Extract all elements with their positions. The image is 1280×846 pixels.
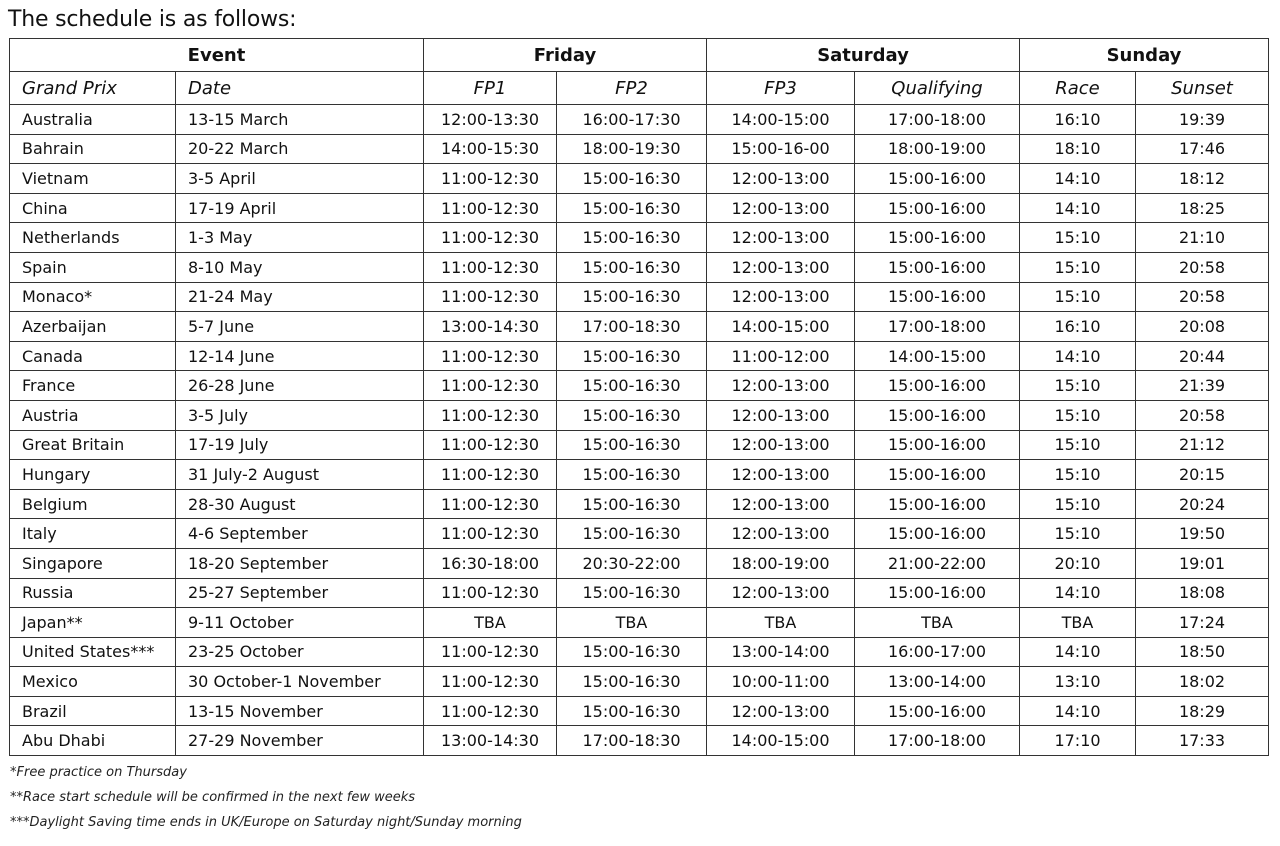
cell-fp3: 12:00-13:00 <box>707 578 855 608</box>
cell-fp2: 15:00-16:30 <box>557 371 707 401</box>
footnote-race-start-tba: **Race start schedule will be confirmed in the next few weeks <box>10 790 416 805</box>
cell-date: 5-7 June <box>176 312 424 342</box>
cell-race: 15:10 <box>1020 282 1136 312</box>
cell-fp2: 15:00-16:30 <box>557 489 707 519</box>
cell-sunset: 20:58 <box>1136 252 1269 282</box>
table-row <box>10 519 1269 549</box>
cell-fp2: 15:00-16:30 <box>557 282 707 312</box>
cell-fp3: 12:00-13:00 <box>707 460 855 490</box>
table-row <box>10 223 1269 253</box>
cell-qualifying: 15:00-16:00 <box>855 282 1020 312</box>
cell-sunset: 17:46 <box>1136 134 1269 164</box>
cell-sunset: 20:08 <box>1136 312 1269 342</box>
cell-qualifying: 15:00-16:00 <box>855 252 1020 282</box>
cell-race: 14:10 <box>1020 164 1136 194</box>
cell-fp2: 15:00-16:30 <box>557 578 707 608</box>
cell-grand-prix: Canada <box>10 341 176 371</box>
cell-sunset: 19:39 <box>1136 105 1269 135</box>
cell-date: 8-10 May <box>176 252 424 282</box>
cell-grand-prix: Australia <box>10 105 176 135</box>
cell-sunset: 17:33 <box>1136 726 1269 756</box>
column-header-fp2: FP2 <box>557 72 707 105</box>
cell-fp3: 14:00-15:00 <box>707 312 855 342</box>
cell-fp1: 11:00-12:30 <box>424 667 557 697</box>
table-row <box>10 726 1269 756</box>
group-header-event: Event <box>10 39 424 72</box>
table-row <box>10 193 1269 223</box>
cell-fp2: 15:00-16:30 <box>557 430 707 460</box>
cell-sunset: 17:24 <box>1136 608 1269 638</box>
cell-qualifying: 15:00-16:00 <box>855 519 1020 549</box>
cell-fp2: 16:00-17:30 <box>557 105 707 135</box>
cell-date: 1-3 May <box>176 223 424 253</box>
cell-race: 18:10 <box>1020 134 1136 164</box>
cell-date: 23-25 October <box>176 637 424 667</box>
cell-grand-prix: Azerbaijan <box>10 312 176 342</box>
cell-grand-prix: Netherlands <box>10 223 176 253</box>
cell-fp1: 11:00-12:30 <box>424 282 557 312</box>
table-row <box>10 134 1269 164</box>
cell-qualifying: 17:00-18:00 <box>855 312 1020 342</box>
cell-date: 3-5 April <box>176 164 424 194</box>
cell-race: 15:10 <box>1020 460 1136 490</box>
cell-fp3: TBA <box>707 608 855 638</box>
cell-grand-prix: China <box>10 193 176 223</box>
cell-qualifying: 21:00-22:00 <box>855 548 1020 578</box>
table-row <box>10 312 1269 342</box>
cell-grand-prix: Austria <box>10 400 176 430</box>
cell-race: 14:10 <box>1020 193 1136 223</box>
cell-qualifying: 15:00-16:00 <box>855 400 1020 430</box>
cell-qualifying: 15:00-16:00 <box>855 193 1020 223</box>
cell-date: 30 October-1 November <box>176 667 424 697</box>
table-row <box>10 637 1269 667</box>
cell-fp1: 11:00-12:30 <box>424 341 557 371</box>
cell-fp3: 12:00-13:00 <box>707 193 855 223</box>
table-row <box>10 489 1269 519</box>
table-row <box>10 282 1269 312</box>
cell-fp1: 13:00-14:30 <box>424 726 557 756</box>
footnotes <box>10 760 522 835</box>
cell-fp2: 15:00-16:30 <box>557 460 707 490</box>
cell-qualifying: 13:00-14:00 <box>855 667 1020 697</box>
cell-grand-prix: Hungary <box>10 460 176 490</box>
cell-fp3: 12:00-13:00 <box>707 696 855 726</box>
table-row <box>10 578 1269 608</box>
column-header-grand-prix: Grand Prix <box>10 72 176 105</box>
cell-date: 20-22 March <box>176 134 424 164</box>
cell-date: 3-5 July <box>176 400 424 430</box>
cell-grand-prix: Spain <box>10 252 176 282</box>
cell-grand-prix: Japan** <box>10 608 176 638</box>
cell-fp1: 11:00-12:30 <box>424 400 557 430</box>
table-row <box>10 430 1269 460</box>
cell-sunset: 18:29 <box>1136 696 1269 726</box>
cell-fp3: 12:00-13:00 <box>707 489 855 519</box>
cell-grand-prix: Singapore <box>10 548 176 578</box>
table-row <box>10 548 1269 578</box>
cell-sunset: 20:15 <box>1136 460 1269 490</box>
cell-qualifying: 14:00-15:00 <box>855 341 1020 371</box>
cell-sunset: 18:02 <box>1136 667 1269 697</box>
cell-race: 14:10 <box>1020 578 1136 608</box>
cell-date: 21-24 May <box>176 282 424 312</box>
cell-fp2: 15:00-16:30 <box>557 193 707 223</box>
cell-date: 13-15 November <box>176 696 424 726</box>
cell-race: 20:10 <box>1020 548 1136 578</box>
group-header-row <box>10 39 1269 72</box>
cell-sunset: 18:08 <box>1136 578 1269 608</box>
cell-sunset: 19:50 <box>1136 519 1269 549</box>
column-header-fp3: FP3 <box>707 72 855 105</box>
cell-fp3: 18:00-19:00 <box>707 548 855 578</box>
table-row <box>10 341 1269 371</box>
cell-race: 15:10 <box>1020 519 1136 549</box>
cell-fp1: 12:00-13:30 <box>424 105 557 135</box>
cell-qualifying: 15:00-16:00 <box>855 371 1020 401</box>
cell-grand-prix: France <box>10 371 176 401</box>
cell-race: 14:10 <box>1020 341 1136 371</box>
table-row <box>10 400 1269 430</box>
cell-date: 12-14 June <box>176 341 424 371</box>
cell-sunset: 20:58 <box>1136 282 1269 312</box>
column-header-qualifying: Qualifying <box>855 72 1020 105</box>
cell-grand-prix: Monaco* <box>10 282 176 312</box>
cell-fp2: 15:00-16:30 <box>557 519 707 549</box>
cell-race: 15:10 <box>1020 489 1136 519</box>
cell-sunset: 19:01 <box>1136 548 1269 578</box>
cell-race: TBA <box>1020 608 1136 638</box>
cell-fp3: 12:00-13:00 <box>707 164 855 194</box>
cell-fp1: 11:00-12:30 <box>424 696 557 726</box>
cell-date: 25-27 September <box>176 578 424 608</box>
cell-fp1: 11:00-12:30 <box>424 193 557 223</box>
cell-fp2: 15:00-16:30 <box>557 696 707 726</box>
table-row <box>10 696 1269 726</box>
cell-fp1: 11:00-12:30 <box>424 223 557 253</box>
cell-fp2: 15:00-16:30 <box>557 667 707 697</box>
cell-sunset: 20:24 <box>1136 489 1269 519</box>
cell-grand-prix: Great Britain <box>10 430 176 460</box>
cell-fp1: 16:30-18:00 <box>424 548 557 578</box>
cell-race: 15:10 <box>1020 430 1136 460</box>
cell-sunset: 21:39 <box>1136 371 1269 401</box>
cell-qualifying: 15:00-16:00 <box>855 578 1020 608</box>
cell-date: 13-15 March <box>176 105 424 135</box>
cell-fp1: 11:00-12:30 <box>424 460 557 490</box>
page-heading: The schedule is as follows: <box>8 7 297 32</box>
schedule-table <box>9 38 1269 756</box>
cell-race: 17:10 <box>1020 726 1136 756</box>
cell-fp2: 15:00-16:30 <box>557 400 707 430</box>
cell-grand-prix: Russia <box>10 578 176 608</box>
cell-fp3: 12:00-13:00 <box>707 430 855 460</box>
cell-fp1: TBA <box>424 608 557 638</box>
cell-fp2: 17:00-18:30 <box>557 312 707 342</box>
cell-race: 14:10 <box>1020 637 1136 667</box>
cell-date: 17-19 July <box>176 430 424 460</box>
column-header-row <box>10 72 1269 105</box>
cell-sunset: 21:12 <box>1136 430 1269 460</box>
cell-sunset: 20:58 <box>1136 400 1269 430</box>
cell-grand-prix: Abu Dhabi <box>10 726 176 756</box>
cell-grand-prix: United States*** <box>10 637 176 667</box>
cell-fp1: 14:00-15:30 <box>424 134 557 164</box>
cell-qualifying: 15:00-16:00 <box>855 430 1020 460</box>
table-row <box>10 460 1269 490</box>
cell-date: 17-19 April <box>176 193 424 223</box>
cell-date: 26-28 June <box>176 371 424 401</box>
cell-sunset: 20:44 <box>1136 341 1269 371</box>
cell-fp3: 12:00-13:00 <box>707 252 855 282</box>
cell-date: 31 July-2 August <box>176 460 424 490</box>
group-header-saturday: Saturday <box>707 39 1020 72</box>
cell-qualifying: 15:00-16:00 <box>855 164 1020 194</box>
cell-grand-prix: Mexico <box>10 667 176 697</box>
cell-date: 9-11 October <box>176 608 424 638</box>
cell-fp3: 15:00-16-00 <box>707 134 855 164</box>
table-row <box>10 608 1269 638</box>
table-row <box>10 164 1269 194</box>
cell-date: 28-30 August <box>176 489 424 519</box>
column-header-date: Date <box>176 72 424 105</box>
table-row <box>10 667 1269 697</box>
cell-grand-prix: Belgium <box>10 489 176 519</box>
cell-fp1: 11:00-12:30 <box>424 637 557 667</box>
cell-fp3: 12:00-13:00 <box>707 223 855 253</box>
cell-fp2: 15:00-16:30 <box>557 637 707 667</box>
cell-qualifying: 18:00-19:00 <box>855 134 1020 164</box>
cell-sunset: 18:25 <box>1136 193 1269 223</box>
cell-date: 4-6 September <box>176 519 424 549</box>
cell-fp2: 15:00-16:30 <box>557 252 707 282</box>
cell-fp1: 13:00-14:30 <box>424 312 557 342</box>
cell-fp1: 11:00-12:30 <box>424 252 557 282</box>
table-row <box>10 105 1269 135</box>
cell-date: 27-29 November <box>176 726 424 756</box>
cell-qualifying: 17:00-18:00 <box>855 726 1020 756</box>
cell-fp1: 11:00-12:30 <box>424 164 557 194</box>
cell-fp2: 15:00-16:30 <box>557 341 707 371</box>
cell-fp3: 12:00-13:00 <box>707 282 855 312</box>
cell-fp3: 13:00-14:00 <box>707 637 855 667</box>
cell-qualifying: 15:00-16:00 <box>855 460 1020 490</box>
cell-qualifying: 15:00-16:00 <box>855 223 1020 253</box>
cell-qualifying: 17:00-18:00 <box>855 105 1020 135</box>
cell-race: 15:10 <box>1020 371 1136 401</box>
group-header-friday: Friday <box>424 39 707 72</box>
cell-fp3: 12:00-13:00 <box>707 371 855 401</box>
cell-race: 15:10 <box>1020 252 1136 282</box>
cell-fp3: 14:00-15:00 <box>707 726 855 756</box>
schedule-table-body <box>10 39 1269 756</box>
cell-fp3: 12:00-13:00 <box>707 519 855 549</box>
footnote-thursday-practice: *Free practice on Thursday <box>10 765 187 780</box>
cell-fp3: 11:00-12:00 <box>707 341 855 371</box>
cell-sunset: 21:10 <box>1136 223 1269 253</box>
column-header-race: Race <box>1020 72 1136 105</box>
cell-fp3: 12:00-13:00 <box>707 400 855 430</box>
cell-grand-prix: Brazil <box>10 696 176 726</box>
cell-fp2: 20:30-22:00 <box>557 548 707 578</box>
cell-fp3: 10:00-11:00 <box>707 667 855 697</box>
cell-race: 15:10 <box>1020 223 1136 253</box>
cell-qualifying: 16:00-17:00 <box>855 637 1020 667</box>
table-row <box>10 252 1269 282</box>
cell-fp2: 17:00-18:30 <box>557 726 707 756</box>
cell-fp3: 14:00-15:00 <box>707 105 855 135</box>
cell-fp2: 15:00-16:30 <box>557 164 707 194</box>
table-row <box>10 371 1269 401</box>
cell-fp1: 11:00-12:30 <box>424 578 557 608</box>
cell-grand-prix: Vietnam <box>10 164 176 194</box>
cell-fp2: TBA <box>557 608 707 638</box>
cell-qualifying: 15:00-16:00 <box>855 489 1020 519</box>
cell-race: 16:10 <box>1020 105 1136 135</box>
cell-race: 15:10 <box>1020 400 1136 430</box>
cell-race: 14:10 <box>1020 696 1136 726</box>
cell-sunset: 18:50 <box>1136 637 1269 667</box>
cell-grand-prix: Italy <box>10 519 176 549</box>
group-header-sunday: Sunday <box>1020 39 1269 72</box>
cell-race: 16:10 <box>1020 312 1136 342</box>
cell-fp1: 11:00-12:30 <box>424 489 557 519</box>
cell-qualifying: 15:00-16:00 <box>855 696 1020 726</box>
cell-sunset: 18:12 <box>1136 164 1269 194</box>
column-header-sunset: Sunset <box>1136 72 1269 105</box>
cell-race: 13:10 <box>1020 667 1136 697</box>
cell-fp1: 11:00-12:30 <box>424 371 557 401</box>
cell-fp1: 11:00-12:30 <box>424 519 557 549</box>
cell-grand-prix: Bahrain <box>10 134 176 164</box>
cell-fp2: 18:00-19:30 <box>557 134 707 164</box>
cell-fp1: 11:00-12:30 <box>424 430 557 460</box>
cell-qualifying: TBA <box>855 608 1020 638</box>
footnote-daylight-saving: ***Daylight Saving time ends in UK/Europe on Saturday night/Sunday morning <box>10 815 522 830</box>
cell-fp2: 15:00-16:30 <box>557 223 707 253</box>
column-header-fp1: FP1 <box>424 72 557 105</box>
cell-date: 18-20 September <box>176 548 424 578</box>
